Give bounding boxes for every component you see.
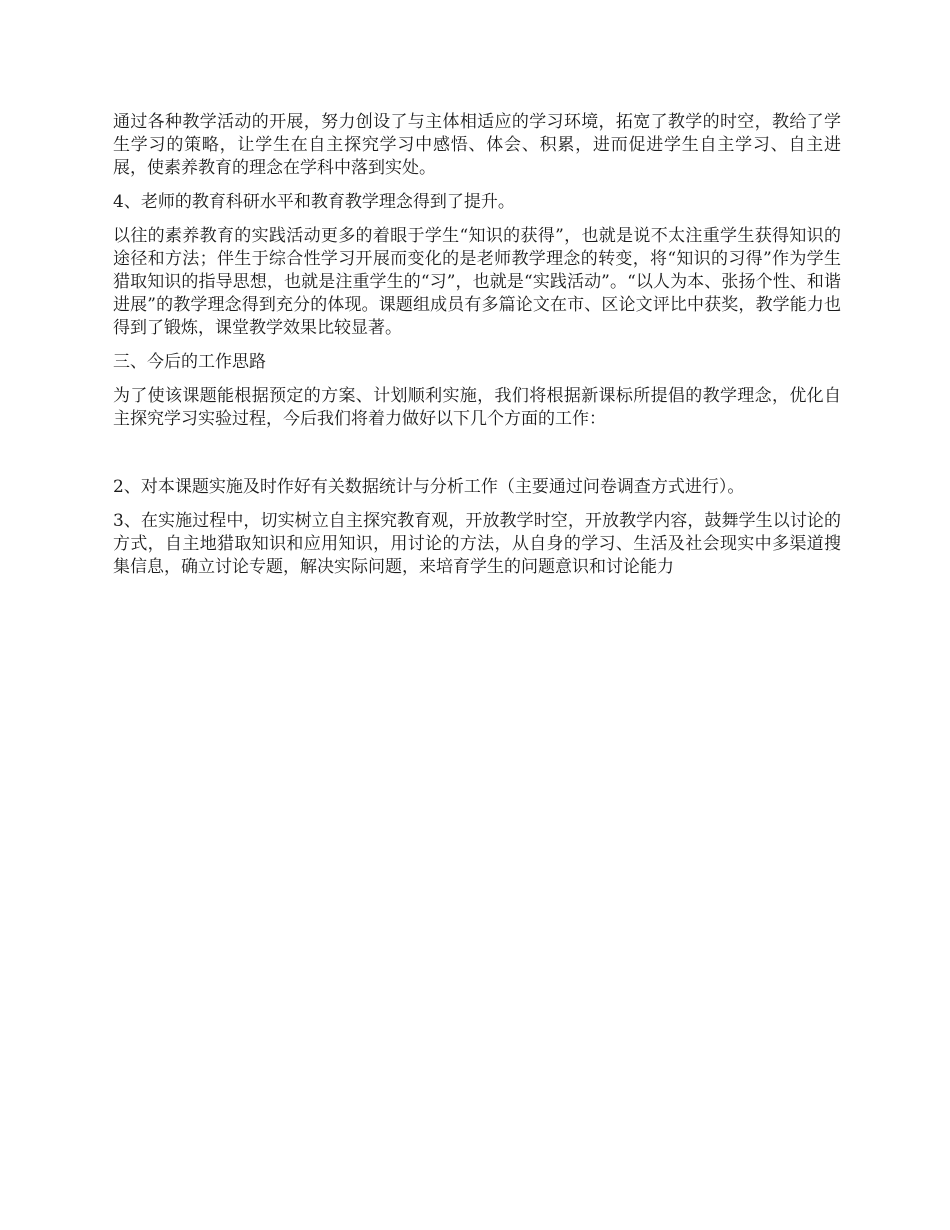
paragraph-item-2: 2、对本课题实施及时作好有关数据统计与分析工作（主要通过问卷调查方式进行）。 [113,477,745,497]
blank-gap [113,442,841,476]
paragraph-teaching-activities: 通过各种教学活动的开展，努力创设了与主体相适应的学习环境，拓宽了教学的时空，教给了学生学习的策略，让学生在自主探究学习中感悟、体会、积累，进而促进学生自主学习、自主进展，使素养教育的理念在学科中落到实处。 [113,112,841,178]
paragraph-item-4: 4、老师的教育科研水平和教育教学理念得到了提升。 [113,192,515,212]
paragraph-item-3: 3、在实施过程中，切实树立自主探究教育观，开放教学时空，开放教学内容，鼓舞学生以讨论的方式，自主地猎取知识和应用知识，用讨论的方法，从自身的学习、生活及社会现实中多渠道搜集信息，确立讨论专题，解决实际问题，来培育学生的问题意识和讨论能力 [113,511,841,577]
section-heading-future-work: 三、今后的工作思路 [113,352,266,372]
paragraph-quality-education: 以往的素养教育的实践活动更多的着眼于学生“知识的获得”，也就是说不太注重学生获得知识的途径和方法；伴生于综合性学习开展而变化的是老师教学理念的转变，将“知识的习得”作为学生猎取知识的指导思想，也就是注重学生的“习”，也就是“实践活动”。“以人为本、张扬个性、和谐进展”的教学理念得到充分的体现。课题组成员有多篇论文在市、区论文评比中获奖，教学能力也得到了锻炼，课堂教学效果比较显著。 [113,226,841,338]
paragraph-future-plan-intro: 为了使该课题能根据预定的方案、计划顺利实施，我们将根据新课标所提倡的教学理念，优化自主探究学习实验过程，今后我们将着力做好以下几个方面的工作： [113,386,841,429]
document-body [113,111,841,590]
